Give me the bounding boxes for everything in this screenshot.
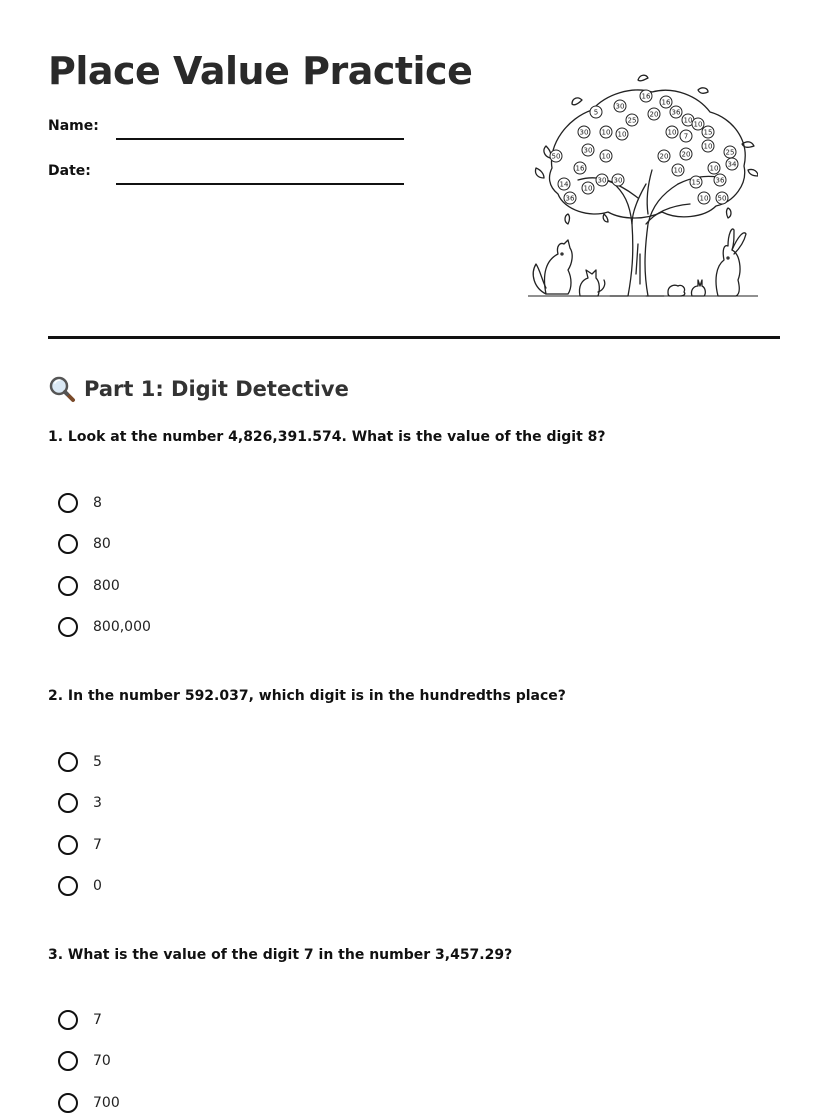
svg-text:10: 10	[693, 120, 703, 129]
name-field-row	[48, 118, 408, 142]
svg-text:30: 30	[579, 128, 589, 137]
section-divider	[48, 336, 780, 339]
option-label: 800	[93, 578, 120, 594]
name-field[interactable]	[116, 138, 404, 140]
answer-option[interactable]	[58, 749, 102, 775]
svg-text:30: 30	[615, 102, 625, 111]
answer-option[interactable]	[58, 1048, 111, 1074]
svg-text:20: 20	[649, 110, 659, 119]
svg-text:34: 34	[727, 160, 737, 169]
svg-text:16: 16	[641, 92, 651, 101]
magnifying-glass-icon	[48, 375, 76, 403]
radio-button[interactable]	[58, 876, 78, 896]
tree-illustration	[528, 74, 758, 300]
answer-option[interactable]	[58, 1007, 102, 1033]
radio-button[interactable]	[58, 1051, 78, 1071]
answer-option[interactable]	[58, 790, 102, 816]
svg-text:36: 36	[671, 108, 681, 117]
option-label: 7	[93, 837, 102, 853]
svg-text:15: 15	[691, 178, 701, 187]
date-field[interactable]	[116, 183, 404, 185]
svg-text:10: 10	[601, 152, 611, 161]
svg-text:36: 36	[715, 176, 725, 185]
svg-text:25: 25	[725, 148, 735, 157]
answer-option[interactable]	[58, 832, 102, 858]
svg-text:16: 16	[575, 164, 585, 173]
svg-text:16: 16	[661, 98, 671, 107]
name-label: Name:	[48, 118, 99, 134]
svg-text:14: 14	[559, 180, 569, 189]
svg-text:10: 10	[601, 128, 611, 137]
svg-text:30: 30	[613, 176, 623, 185]
radio-button[interactable]	[58, 752, 78, 772]
svg-text:10: 10	[667, 128, 677, 137]
date-label: Date:	[48, 163, 91, 179]
svg-text:36: 36	[565, 194, 575, 203]
option-label: 800,000	[93, 619, 151, 635]
svg-text:20: 20	[659, 152, 669, 161]
svg-text:10: 10	[583, 184, 593, 193]
radio-button[interactable]	[58, 1093, 78, 1113]
answer-option[interactable]	[58, 873, 102, 899]
question-text: 2. In the number 592.037, which digit is in the hundredths place?	[48, 688, 566, 704]
option-label: 80	[93, 536, 111, 552]
option-label: 8	[93, 495, 102, 511]
svg-text:10: 10	[699, 194, 709, 203]
svg-text:10: 10	[617, 130, 627, 139]
option-label: 7	[93, 1012, 102, 1028]
svg-text:20: 20	[681, 150, 691, 159]
svg-text:10: 10	[683, 116, 693, 125]
svg-text:10: 10	[703, 142, 713, 151]
question-text: 1. Look at the number 4,826,391.574. What is the value of the digit 8?	[48, 429, 606, 445]
svg-text:10: 10	[673, 166, 683, 175]
answer-option[interactable]	[58, 490, 102, 516]
radio-button[interactable]	[58, 493, 78, 513]
svg-text:5: 5	[593, 108, 599, 117]
answer-option[interactable]	[58, 614, 151, 640]
svg-text:50: 50	[717, 194, 727, 203]
radio-button[interactable]	[58, 1010, 78, 1030]
svg-text:25: 25	[627, 116, 637, 125]
page-title: Place Value Practice	[48, 49, 473, 93]
option-label: 5	[93, 754, 102, 770]
answer-option[interactable]	[58, 531, 111, 557]
radio-button[interactable]	[58, 835, 78, 855]
radio-button[interactable]	[58, 617, 78, 637]
option-label: 3	[93, 795, 102, 811]
svg-text:30: 30	[583, 146, 593, 155]
svg-text:15: 15	[703, 128, 713, 137]
question-text: 3. What is the value of the digit 7 in the number 3,457.29?	[48, 947, 513, 963]
svg-text:10: 10	[709, 164, 719, 173]
answer-option[interactable]	[58, 1090, 120, 1116]
date-field-row	[48, 163, 408, 187]
radio-button[interactable]	[58, 793, 78, 813]
option-label: 70	[93, 1053, 111, 1069]
option-label: 700	[93, 1095, 120, 1111]
section-title: Part 1: Digit Detective	[84, 377, 349, 401]
answer-option[interactable]	[58, 573, 120, 599]
radio-button[interactable]	[58, 576, 78, 596]
svg-text:50: 50	[551, 152, 561, 161]
option-label: 0	[93, 878, 102, 894]
section-heading	[48, 372, 349, 406]
svg-text:30: 30	[597, 176, 607, 185]
radio-button[interactable]	[58, 534, 78, 554]
svg-text:7: 7	[683, 132, 689, 141]
